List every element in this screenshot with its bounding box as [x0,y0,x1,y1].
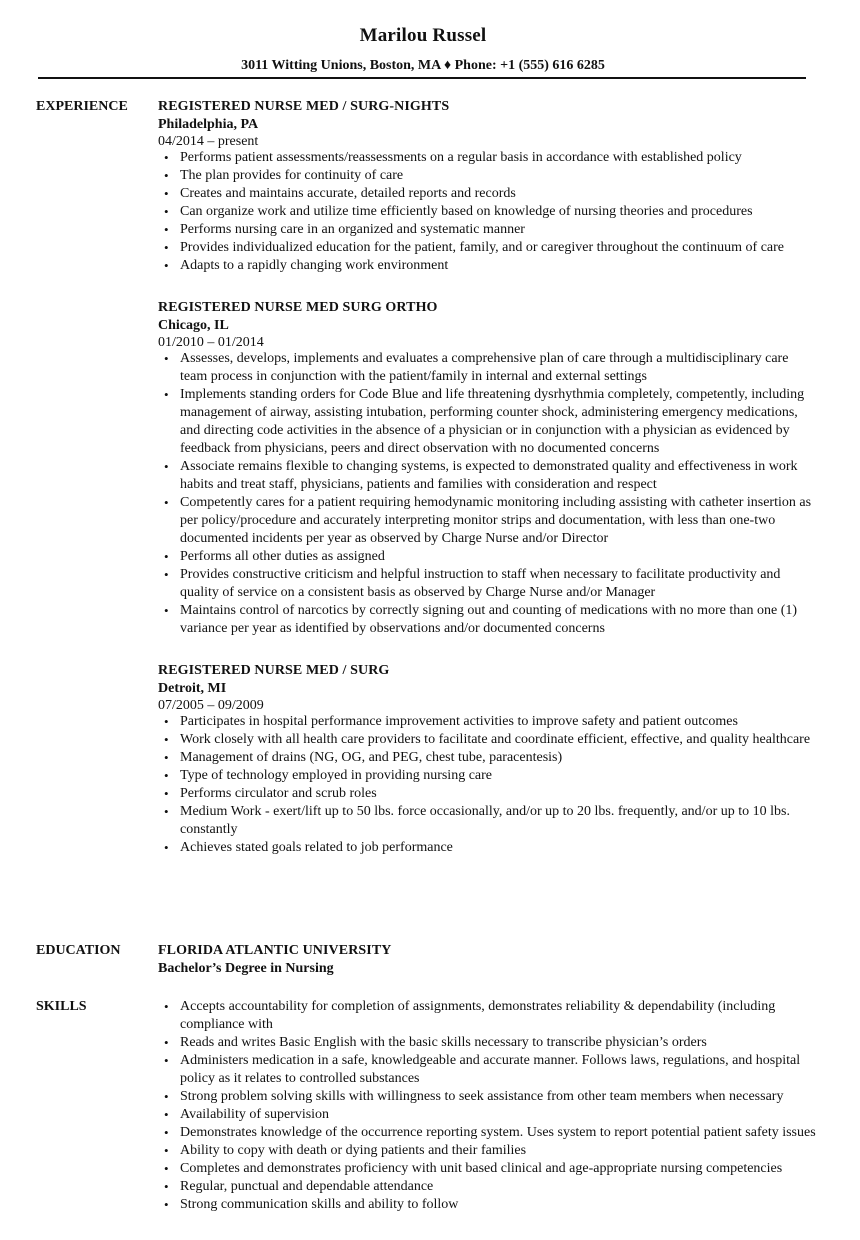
list-item: • Participates in hospital performance improvement activities to improve safety and patient outcomes [158,713,818,731]
education-section [158,942,818,978]
job-2 [158,299,818,638]
list-item: • Performs patient assessments/reassessments on a regular basis in accordance with established policy [158,149,818,167]
list-item: • Assesses, develops, implements and evaluates a comprehensive plan of care through a multidisciplinary care team process in conjunction with the patient/family in internal and external settings [158,350,818,386]
education-label: EDUCATION [36,943,121,958]
list-item: • Maintains control of narcotics by correctly signing out and counting of medications with no more than one (1) variance per year as identified by observations and/or documented concerns [158,602,818,638]
experience-label: EXPERIENCE [36,99,128,114]
list-item: • Accepts accountability for completion of assignments, demonstrates reliability & dependability (including compliance with [158,998,818,1034]
school-name: FLORIDA ATLANTIC UNIVERSITY [158,943,392,958]
job-dates: 04/2014 – present [158,134,259,149]
job-location: Detroit, MI [158,681,227,696]
list-item: • Medium Work - exert/lift up to 50 lbs. force occasionally, and/or up to 20 lbs. frequently, and/or up to 10 lbs. constantly [158,803,818,839]
list-item: • Implements standing orders for Code Blue and life threatening dysrhythmia completely, competently, including management of airway, assisting intubation, performing counter shock, administering emergency medications, and directing code activities in the absence of a physician or in conjunction with a physician as evidenced by feedback from physicians, peers and direct observation with no documented concerns [158,386,818,458]
job-location: Philadelphia, PA [158,117,259,132]
list-item: • Reads and writes Basic English with the basic skills necessary to transcribe physician’s orders [158,1034,818,1052]
job-bullet-list [158,149,818,275]
list-item: • Adapts to a rapidly changing work environment [158,257,818,275]
list-item: • Administers medication in a safe, knowledgeable and accurate manner. Follows laws, regulations, and hospital policy as it relates to controlled substances [158,1052,818,1088]
skills-section [158,998,818,1214]
list-item: • Availability of supervision [158,1106,818,1124]
job-bullet-list [158,713,818,857]
job-title: REGISTERED NURSE MED / SURG-NIGHTS [158,99,450,114]
job-location: Chicago, IL [158,318,229,333]
list-item: • Associate remains flexible to changing systems, is expected to demonstrated quality and effectiveness in work habits and treat staff, physicians, patients and families with consideration and respect [158,458,818,494]
list-item: • Completes and demonstrates proficiency with unit based clinical and age-appropriate nursing competencies [158,1160,818,1178]
list-item: • Type of technology employed in providing nursing care [158,767,818,785]
list-item: • Creates and maintains accurate, detailed reports and records [158,185,818,203]
job-dates: 01/2010 – 01/2014 [158,335,264,350]
job-title: REGISTERED NURSE MED / SURG [158,663,390,678]
header-divider [38,77,806,79]
candidate-name: Marilou Russel [359,25,487,46]
experience-section [158,98,818,857]
job-bullet-list [158,350,818,638]
list-item: • Ability to copy with death or dying patients and their families [158,1142,818,1160]
list-item: • Provides individualized education for the patient, family, and or caregiver throughout the continuum of care [158,239,818,257]
list-item: • Competently cares for a patient requiring hemodynamic monitoring including assisting with catheter insertion as per policy/procedure and accurately interpreting monitor strips and documentation, with less than one-two documented incidents per year as observed by Charge Nurse and/or Director [158,494,818,548]
skills-list [158,998,818,1214]
list-item: • Achieves stated goals related to job performance [158,839,818,857]
list-item: • Performs all other duties as assigned [158,548,818,566]
list-item: • The plan provides for continuity of care [158,167,818,185]
job-dates: 07/2005 – 09/2009 [158,698,264,713]
list-item: • Performs nursing care in an organized and systematic manner [158,221,818,239]
list-item: • Work closely with all health care providers to facilitate and coordinate efficient, effective, and quality healthcare [158,731,818,749]
degree: Bachelor’s Degree in Nursing [158,961,334,976]
job-1 [158,98,818,275]
job-title: REGISTERED NURSE MED SURG ORTHO [158,300,438,315]
list-item: • Provides constructive criticism and helpful instruction to staff when necessary to facilitate productivity and quality of service on a consistent basis as observed by Charge Nurse and/or Manager [158,566,818,602]
list-item: • Performs circulator and scrub roles [158,785,818,803]
list-item: • Strong communication skills and ability to follow [158,1196,818,1214]
job-3 [158,662,818,857]
contact-line: 3011 Witting Unions, Boston, MA ♦ Phone: +1 (555) 616 6285 [241,58,605,73]
list-item: • Demonstrates knowledge of the occurrence reporting system. Uses system to report potential patient safety issues [158,1124,818,1142]
list-item: • Can organize work and utilize time efficiently based on knowledge of nursing theories and procedures [158,203,818,221]
list-item: • Strong problem solving skills with willingness to seek assistance from other team members when necessary [158,1088,818,1106]
skills-label: SKILLS [36,999,87,1014]
list-item: • Management of drains (NG, OG, and PEG, chest tube, paracentesis) [158,749,818,767]
list-item: • Regular, punctual and dependable attendance [158,1178,818,1196]
